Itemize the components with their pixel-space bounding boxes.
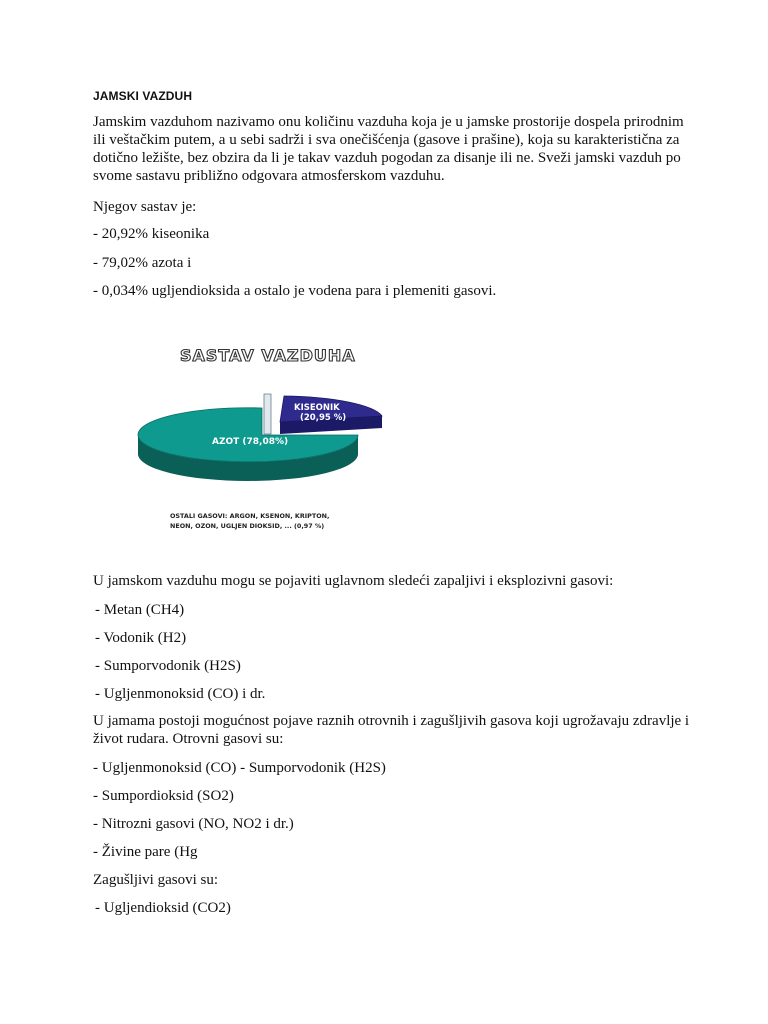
- intro-paragraph: Jamskim vazduhom nazivamo onu količinu vazduha koja je u jamske prostorije dospela prirodnim ili veštačkim putem, a u sebi sadrži i sva onečišćenja (gasove i prašine), koja su karakteristična za dotično ležište, bez obzira da li je takav vazduh pogodan za disanje ili ne. Sveži jamski vazduh po svome sastavu približno odgovara atmosferskom vazduhu.: [93, 114, 684, 184]
- pie-slice-ostali: [264, 394, 271, 434]
- flammable-intro: U jamskom vazduhu mogu se pojaviti uglavnom sledeći zapaljivi i eksplozivni gasovi:: [93, 573, 614, 589]
- list-item: - Ugljenmonoksid (CO) - Sumporvodonik (H2S): [93, 760, 386, 776]
- list-item: - 79,02% azota i: [93, 255, 192, 271]
- toxic-intro-paragraph: U jamama postoji mogućnost pojave raznih otrovnih i zagušljivih gasova koji ugrožavaju zdravlje i život rudara. Otrovni gasovi su:: [93, 713, 690, 747]
- chart-footnote-line1: OSTALI GASOVI: ARGON, KSENON, KRIPTON,: [170, 512, 330, 520]
- list-item: - 20,92% kiseonika: [93, 226, 210, 242]
- air-composition-chart: [130, 338, 420, 538]
- list-item: - Živine pare (Hg: [93, 844, 198, 860]
- list-item: - Ugljendioksid (CO2): [95, 900, 231, 916]
- list-item: - 0,034% ugljendioksida a ostalo je vodena para i plemeniti gasovi.: [93, 283, 497, 299]
- chart-footnote-line2: NEON, OZON, UGLJEN DIOKSID, ... (0,97 %): [170, 522, 325, 530]
- chart-title: SASTAV VAZDUHA: [180, 346, 356, 365]
- pie-slice-ostali-top: [264, 394, 271, 434]
- pie-chart-svg: [130, 338, 420, 538]
- suffocating-intro: Zagušljivi gasovi su:: [93, 872, 218, 888]
- list-item: - Nitrozni gasovi (NO, NO2 i dr.): [93, 816, 294, 832]
- pie-label-azot: AZOT (78,08%): [212, 437, 289, 447]
- list-item: - Metan (CH4): [95, 602, 185, 618]
- list-item: - Ugljenmonoksid (CO) i dr.: [95, 686, 266, 702]
- list-item: - Vodonik (H2): [95, 630, 187, 646]
- list-item: - Sumporvodonik (H2S): [95, 658, 241, 674]
- page-title: JAMSKI VAZDUH: [93, 89, 193, 103]
- pie-label-kiseonik-value: (20,95 %): [300, 413, 347, 423]
- list-item: - Sumpordioksid (SO2): [93, 788, 234, 804]
- pie-label-kiseonik: KISEONIK: [294, 403, 340, 413]
- composition-intro: Njegov sastav je:: [93, 199, 197, 215]
